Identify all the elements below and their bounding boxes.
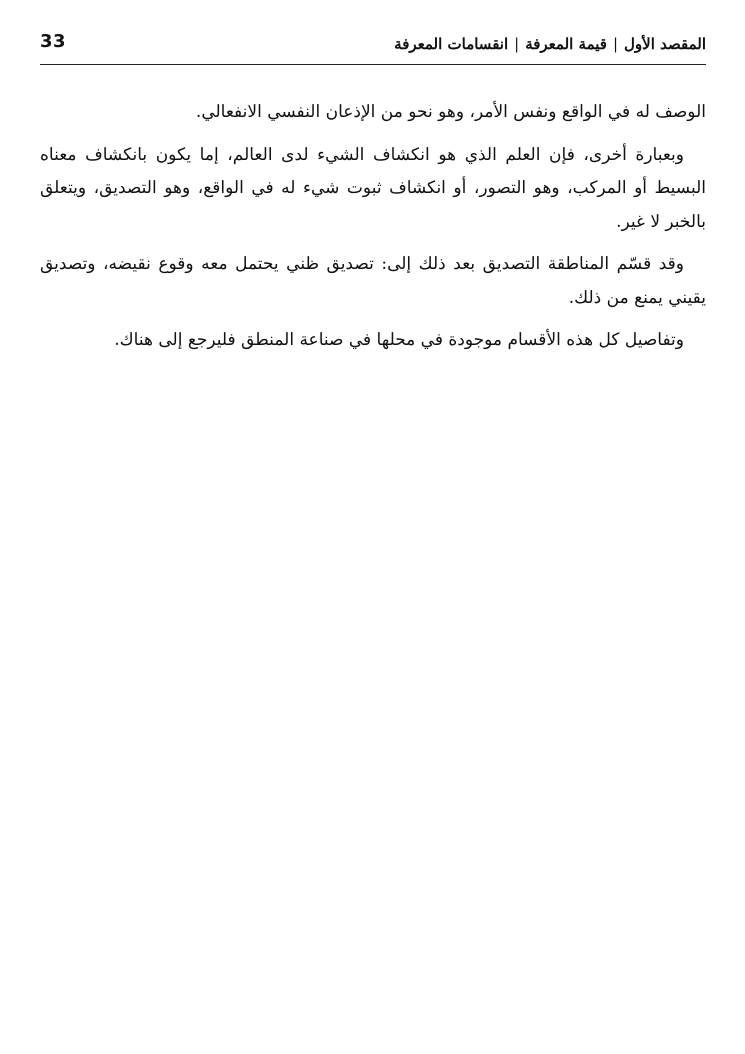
paragraph-details-reference: وتفاصيل كل هذه الأقسام موجودة في محلها في صناعة المنطق فليرجع إلى هناك. [114,330,684,350]
paragraph-knowledge-definition: وبعبارة أخرى، فإن العلم الذي هو انكشاف الشيء لدى العالم، إما يكون بانكشاف معناه البسيط أو المركب، وهو التصور، أو انكشاف ثبوت شيء له في الواقع، وهو التصديق، ويتعلق بالخبر لا غير. [40,144,706,232]
running-head-separator: | [612,35,619,53]
paragraph-assent-division: وقد قسّم المناطقة التصديق بعد ذلك إلى: تصديق ظني يحتمل معه وقوع نقيضه، وتصديق يقيني يمنع من ذلك. [40,254,706,308]
running-head-chapter: قيمة المعرفة [525,35,607,53]
running-head [394,32,706,56]
running-head-section: انقسامات المعرفة [394,35,509,53]
page-header [40,28,706,65]
page-number: 33 [40,31,67,52]
running-head-separator: | [514,35,520,53]
running-head-part: المقصد الأول [624,35,706,53]
paragraph-continuation: الوصف له في الواقع ونفس الأمر، وهو نحو من الإذعان النفسي الانفعالي. [195,102,706,122]
body-text [40,96,706,367]
